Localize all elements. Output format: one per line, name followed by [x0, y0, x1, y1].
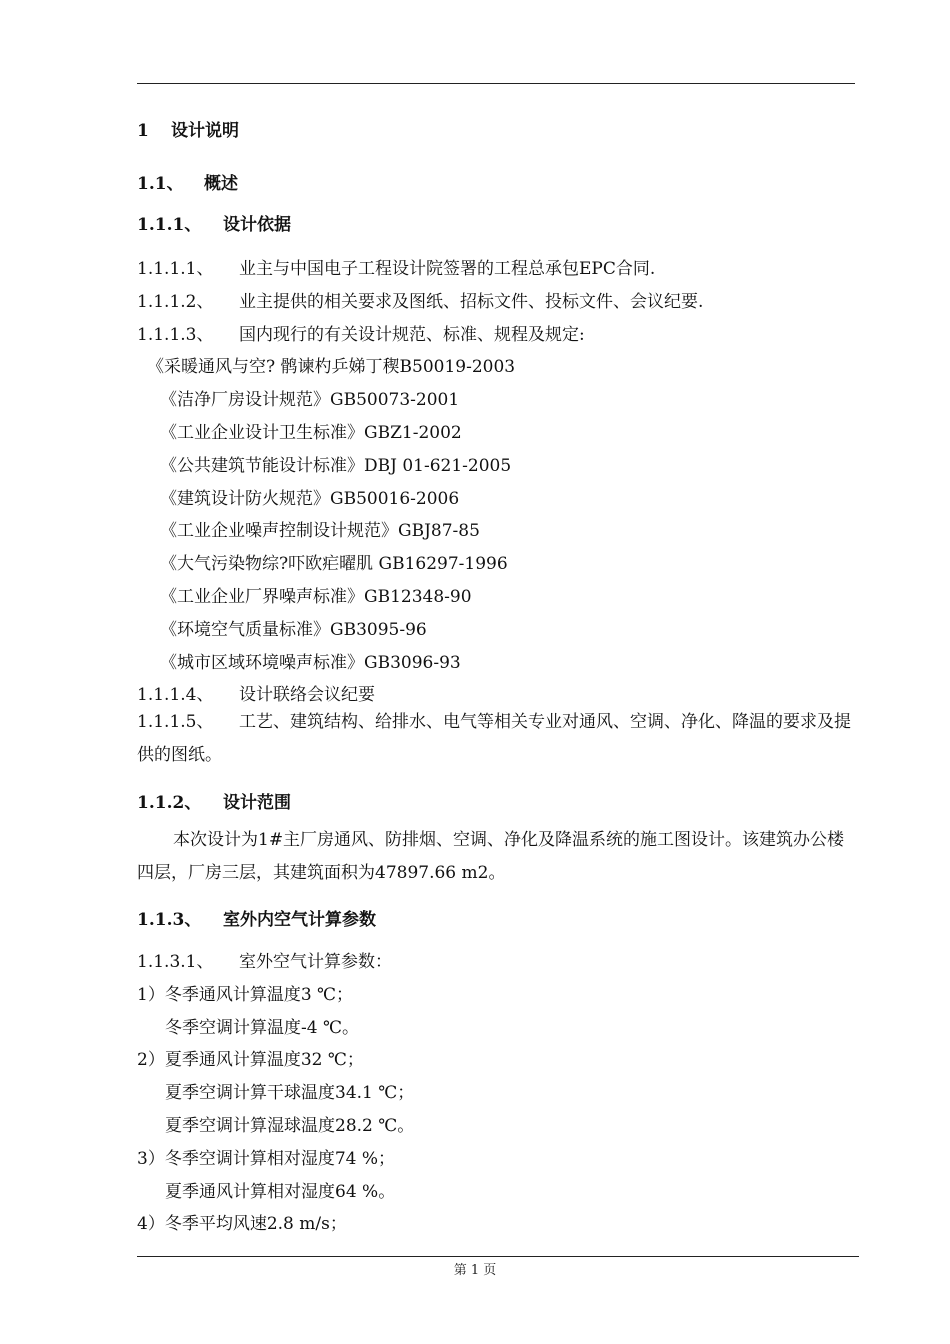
heading-1-1-1	[137, 210, 291, 235]
standard-item: 《工业企业噪声控制设计规范》GBJ87-85	[160, 521, 480, 541]
item-text: 室外空气计算参数：	[239, 952, 392, 972]
item-text: 业主提供的相关要求及图纸、招标文件、投标文件、会议纪要.	[239, 292, 704, 312]
item-text: 业主与中国电子工程设计院签署的工程总承包EPC合同.	[239, 259, 656, 279]
standard-item: 《公共建筑节能设计标准》DBJ 01-621-2005	[160, 456, 512, 476]
item-text: 国内现行的有关设计规范、标准、规程及规定:	[239, 325, 585, 345]
header-rule	[137, 83, 855, 84]
item-number: 1.1.1.5、	[137, 712, 214, 732]
footer-rule	[137, 1256, 859, 1257]
page-number: 第 1 页	[453, 1263, 497, 1278]
heading-number: 1.1.2、	[137, 793, 202, 813]
standard-item: 《洁净厂房设计规范》GB50073-2001	[160, 390, 460, 410]
heading-title: 室外内空气计算参数	[223, 910, 376, 930]
param-line: 4）冬季平均风速2.8 m/s；	[137, 1214, 347, 1234]
param-line: 夏季空调计算湿球温度28.2 ℃。	[165, 1116, 415, 1136]
heading-number: 1.1.1、	[137, 215, 202, 235]
item-number: 1.1.1.1、	[137, 259, 214, 279]
heading-number: 1.1、	[137, 174, 184, 194]
item-1-1-1-1	[137, 254, 655, 279]
item-1-1-1-5	[137, 706, 859, 772]
scope-paragraph: 本次设计为1#主厂房通风、防排烟、空调、净化及降温系统的施工图设计。该建筑办公楼四层，厂房三层，其建筑面积为47897.66 m2。	[137, 830, 845, 883]
item-text: 工艺、建筑结构、给排水、电气等相关专业对通风、空调、净化、降温的要求及提供的图纸。	[137, 712, 851, 765]
item-1-1-1-3	[137, 320, 585, 345]
heading-1-1-2	[137, 788, 291, 813]
param-line: 3）冬季空调计算相对湿度74 %；	[137, 1149, 396, 1169]
heading-1-1	[137, 169, 238, 194]
item-1-1-1-2	[137, 287, 703, 312]
param-line: 冬季空调计算温度-4 ℃。	[165, 1018, 359, 1038]
standard-item: 《城市区域环境噪声标准》GB3096-93	[160, 653, 461, 673]
standard-item: 《采暖通风与空? 鹘谏杓乒娣丁稧B50019-2003	[147, 357, 516, 377]
param-line: 夏季通风计算相对湿度64 %。	[165, 1182, 396, 1202]
param-line: 2）夏季通风计算温度32 ℃；	[137, 1050, 364, 1070]
heading-number: 1	[137, 121, 149, 141]
heading-number: 1.1.3、	[137, 910, 202, 930]
param-line: 夏季空调计算干球温度34.1 ℃；	[165, 1083, 415, 1103]
standard-item: 《环境空气质量标准》GB3095-96	[160, 620, 427, 640]
item-number: 1.1.1.3、	[137, 325, 214, 345]
item-number: 1.1.1.4、	[137, 685, 214, 705]
standard-item: 《工业企业厂界噪声标准》GB12348-90	[160, 587, 472, 607]
heading-title: 设计依据	[223, 215, 291, 235]
standard-item: 《建筑设计防火规范》GB50016-2006	[160, 489, 460, 509]
heading-title: 设计说明	[171, 121, 239, 141]
param-line: 1）冬季通风计算温度3 ℃；	[137, 985, 354, 1005]
item-text: 设计联络会议纪要	[239, 685, 375, 705]
heading-title: 概述	[204, 174, 238, 194]
item-number: 1.1.3.1、	[137, 952, 214, 972]
item-1-1-1-4	[137, 680, 375, 705]
standard-item: 《工业企业设计卫生标准》GBZ1-2002	[160, 423, 462, 443]
heading-title: 设计范围	[223, 793, 291, 813]
item-1-1-3-1	[137, 947, 392, 972]
standard-item: 《大气污染物综?吓欧疟曜肌 GB16297-1996	[160, 554, 508, 574]
heading-1	[137, 116, 239, 141]
item-number: 1.1.1.2、	[137, 292, 214, 312]
heading-1-1-3	[137, 905, 376, 930]
